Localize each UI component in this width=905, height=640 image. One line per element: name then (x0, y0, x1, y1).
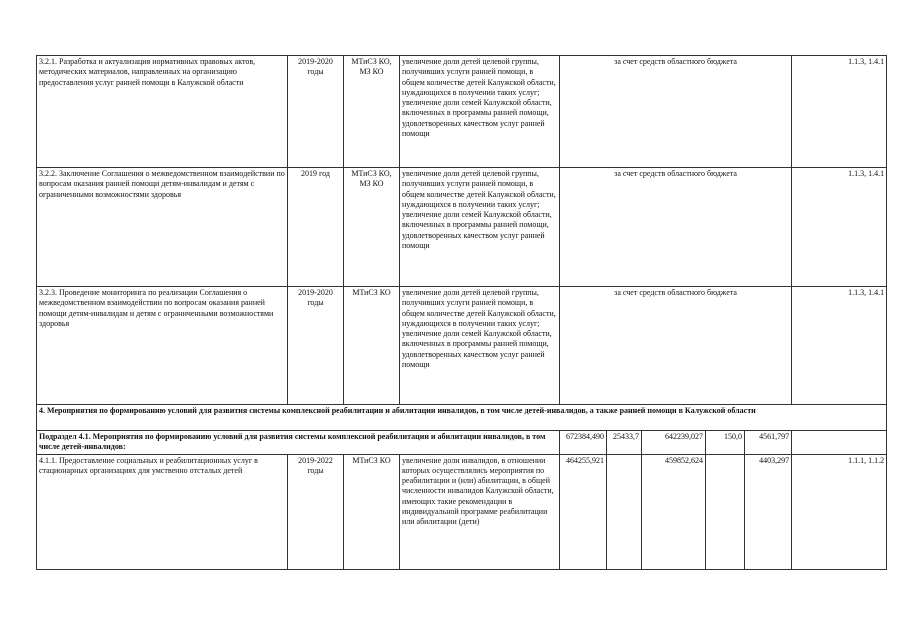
activity-links: 1.1.3, 1.4.1 (792, 56, 887, 168)
activity-executors: МТиСЗ КО, МЗ КО (344, 168, 400, 287)
activity-regional: 459852,624 (642, 454, 706, 569)
activity-executors: МТиСЗ КО, МЗ КО (344, 56, 400, 168)
activity-links: 1.1.3, 1.4.1 (792, 168, 887, 287)
section-heading-row (37, 405, 887, 431)
activity-funding: за счет средств областного бюджета (560, 168, 792, 287)
activity-executors: МТиСЗ КО (344, 287, 400, 405)
subsection-links (792, 431, 887, 455)
table-row (37, 287, 887, 405)
activity-years: 2019-2020 годы (288, 56, 344, 168)
activity-name: 3.2.1. Разработка и актуализация нормативных правовых актов, методических материалов, направленных на организацию предоставления услуг ранней помощи в Калужской области (37, 56, 288, 168)
activity-local (706, 454, 745, 569)
activity-indicators: увеличение доли инвалидов, в отношении которых осуществлялись мероприятия по реабилитации и (или) абилитации, в общей численности инвалидов Калужской области, имеющих такие рекомендации в индивидуальной программе реабилитации или абилитации (дети) (400, 454, 560, 569)
activity-indicators: увеличение доли детей целевой группы, получивших услуги ранней помощи, в общем количестве детей Калужской области, нуждающихся в получении таких услуг; увеличение доли семей Калужской области, включенных в программы ранней помощи, удовлетворенных качеством услуг ранней помощи (400, 56, 560, 168)
activity-funding: за счет средств областного бюджета (560, 56, 792, 168)
table-row (37, 454, 887, 569)
activity-federal (607, 454, 642, 569)
subsection-local: 150,0 (706, 431, 745, 455)
subsection-other: 4561,797 (745, 431, 792, 455)
activity-executors: МТиСЗ КО (344, 454, 400, 569)
activity-name: 3.2.3. Проведение мониторинга по реализации Соглашения о межведомственном взаимодействии по вопросам оказания ранней помощи детям-инвалидам и детям с ограниченными возможностями здоровья (37, 287, 288, 405)
table-row (37, 168, 887, 287)
subsection-total: 672384,490 (560, 431, 607, 455)
activity-years: 2019-2020 годы (288, 287, 344, 405)
program-activities-table (36, 55, 887, 570)
subsection-regional: 642239,027 (642, 431, 706, 455)
subsection-federal: 25433,7 (607, 431, 642, 455)
subsection-row (37, 431, 887, 455)
activity-links: 1.1.3, 1.4.1 (792, 287, 887, 405)
activity-indicators: увеличение доли детей целевой группы, получивших услуги ранней помощи, в общем количестве детей Калужской области, нуждающихся в получении таких услуг; увеличение доли семей Калужской области, включенных в программы ранней помощи, удовлетворенных качеством услуг ранней помощи (400, 168, 560, 287)
table-row (37, 56, 887, 168)
activity-funding: за счет средств областного бюджета (560, 287, 792, 405)
activity-indicators: увеличение доли детей целевой группы, получивших услуги ранней помощи, в общем количестве детей Калужской области, нуждающихся в получении таких услуг; увеличение доли семей Калужской области, включенных в программы ранней помощи, удовлетворенных качеством услуг ранней помощи (400, 287, 560, 405)
subsection-title: Подраздел 4.1. Мероприятия по формированию условий для развития системы комплексной реабилитации и абилитации инвалидов, в том числе детей-инвалидов: (37, 431, 560, 455)
activity-other: 4403,297 (745, 454, 792, 569)
activity-years: 2019-2022 годы (288, 454, 344, 569)
activity-name: 4.1.1. Предоставление социальных и реабилитационных услуг в стационарных организациях для умственно отсталых детей (37, 454, 288, 569)
activity-total: 464255,921 (560, 454, 607, 569)
activity-years: 2019 год (288, 168, 344, 287)
activity-name: 3.2.2. Заключение Соглашения о межведомственном взаимодействии по вопросам оказания ранней помощи детям-инвалидам и детям с ограниченными возможностями здоровья (37, 168, 288, 287)
section-heading: 4. Мероприятия по формированию условий для развития системы комплексной реабилитации и абилитации инвалидов, в том числе детей-инвалидов, а также ранней помощи в Калужской области (37, 405, 887, 431)
activity-links: 1.1.1, 1.1.2 (792, 454, 887, 569)
